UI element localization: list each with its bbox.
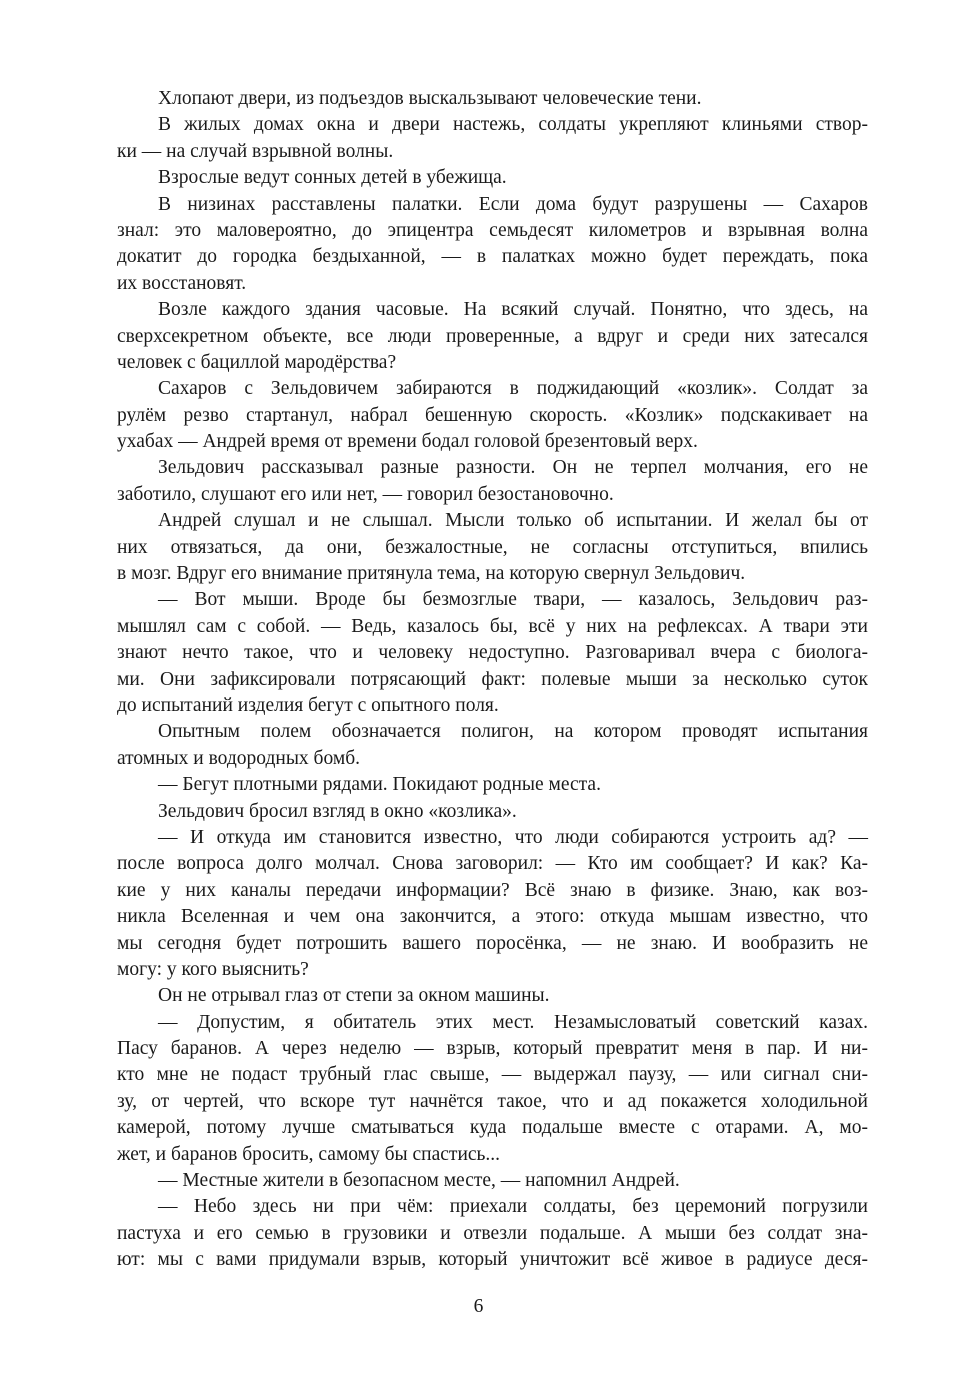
text-line: камерой, потому лучше сматываться куда подальше вместе с отарами. А, мо- <box>117 1117 868 1139</box>
text-line: — Допустим, я обитатель этих мест. Незамысловатый советский казах. <box>158 1011 868 1033</box>
text-line: заботило, слушают его или нет, — говорил безостановочно. <box>117 483 614 505</box>
text-line: ухабах — Андрей время от времени бодал головой брезентовый верх. <box>117 431 698 453</box>
text-line: Опытным полем обозначается полигон, на котором проводят испытания <box>158 721 868 743</box>
text-line: после вопроса долго молчал. Снова заговорил: — Кто им сообщает? И как? Ка- <box>117 853 868 875</box>
text-line: рулём резво стартанул, набрал бешенную скорость. «Козлик» подскакивает на <box>117 404 868 426</box>
text-line: их восстановят. <box>117 272 247 294</box>
text-line: жет, и баранов бросить, самому бы спастись... <box>117 1143 501 1165</box>
text-line: Зельдович бросил взгляд в окно «козлика». <box>158 800 517 822</box>
text-line: атомных и водородных бомб. <box>117 747 360 769</box>
text-line: ки — на случай взрывной волны. <box>117 140 394 162</box>
text-line: знал: это маловероятно, до эпицентра семьдесят километров и взрывная волна <box>117 219 868 241</box>
text-line: Хлопают двери, из подъездов выскальзывают человеческие тени. <box>158 88 702 109</box>
text-line: зу, от чертей, что вскоре тут начнётся такое, что и ад покажется холодильной <box>117 1090 868 1112</box>
text-line: них отвязаться, да они, безжалостные, не согласны отступиться, впились <box>117 536 868 558</box>
text-line: Пасу баранов. А через неделю — взрыв, который превратит меня в пар. И ни- <box>117 1038 868 1060</box>
page-number: 6 <box>473 1296 484 1317</box>
text-line: докатит до городка бездыханной, — в палатках можно будет переждать, пока <box>117 246 868 268</box>
text-line: В жилых домах окна и двери настежь, солдаты укрепляют клиньями створ- <box>158 114 868 136</box>
text-line: — Небо здесь ни при чём: приехали солдаты, без церемоний погрузили <box>158 1196 868 1218</box>
text-line: пастуха и его семью в грузовики и отвезли подальше. А мыши без солдат зна- <box>117 1222 868 1244</box>
text-line: Андрей слушал и не слышал. Мысли только об испытании. И желал бы от <box>158 510 868 532</box>
text-line: Он не отрывал глаз от степи за окном машины. <box>158 985 550 1007</box>
text-line: никла Вселенная и чем она закончится, а этого: откуда мышам известно, что <box>117 906 868 928</box>
text-line: кто мне не подаст трубный глас свыше, — выдержал паузу, — или сигнал сни- <box>117 1064 868 1086</box>
text-line: мы сегодня будет потрошить вашего поросёнка, — не знаю. И вообразить не <box>117 932 868 954</box>
text-line: Зельдович рассказывал разные разности. Он не терпел молчания, его не <box>158 457 868 479</box>
text-line: сверхсекретном объекте, все люди проверенные, а вдруг и среди них затесался <box>117 325 868 347</box>
text-line: человек с бациллой мародёрства? <box>117 351 397 373</box>
body-text <box>117 86 868 1274</box>
text-line: кие у них каналы передачи информации? Всё знаю в физике. Знаю, как воз- <box>117 879 868 901</box>
text-line: в мозг. Вдруг его внимание притянула тема, на которую свернул Зельдович. <box>117 563 746 585</box>
text-line: до испытаний изделия бегут с опытного поля. <box>117 694 499 716</box>
text-line: Сахаров с Зельдовичем забираются в поджидающий «козлик». Солдат за <box>158 378 868 400</box>
text-line: Взрослые ведут сонных детей в убежища. <box>158 167 507 189</box>
text-line: В низинах расставлены палатки. Если дома будут разрушены — Сахаров <box>158 193 868 215</box>
text-line: — Бегут плотными рядами. Покидают родные места. <box>158 774 601 796</box>
text-line: мышлял сам с собой. — Ведь, казалось бы, всё у них на рефлексах. А твари эти <box>117 615 868 637</box>
text-line: знают нечто такое, что и человеку недоступно. Разговаривал вчера с биолога- <box>117 642 868 664</box>
text-line: — Вот мыши. Вроде бы безмозглые твари, — казалось, Зельдович раз- <box>158 589 868 611</box>
text-line: ми. Они зафиксировали потрясающий факт: полевые мыши за несколько суток <box>117 668 868 690</box>
text-line: — Местные жители в безопасном месте, — напомнил Андрей. <box>158 1170 680 1192</box>
text-line: ют: мы с вами придумали взрыв, который уничтожит всё живое в радиусе деся- <box>117 1249 868 1271</box>
text-line: Возле каждого здания часовые. На всякий случай. Понятно, что здесь, на <box>158 299 868 321</box>
text-line: могу: у кого выяснить? <box>117 958 309 980</box>
text-line: — И откуда им становится известно, что люди собираются устроить ад? — <box>158 826 868 848</box>
